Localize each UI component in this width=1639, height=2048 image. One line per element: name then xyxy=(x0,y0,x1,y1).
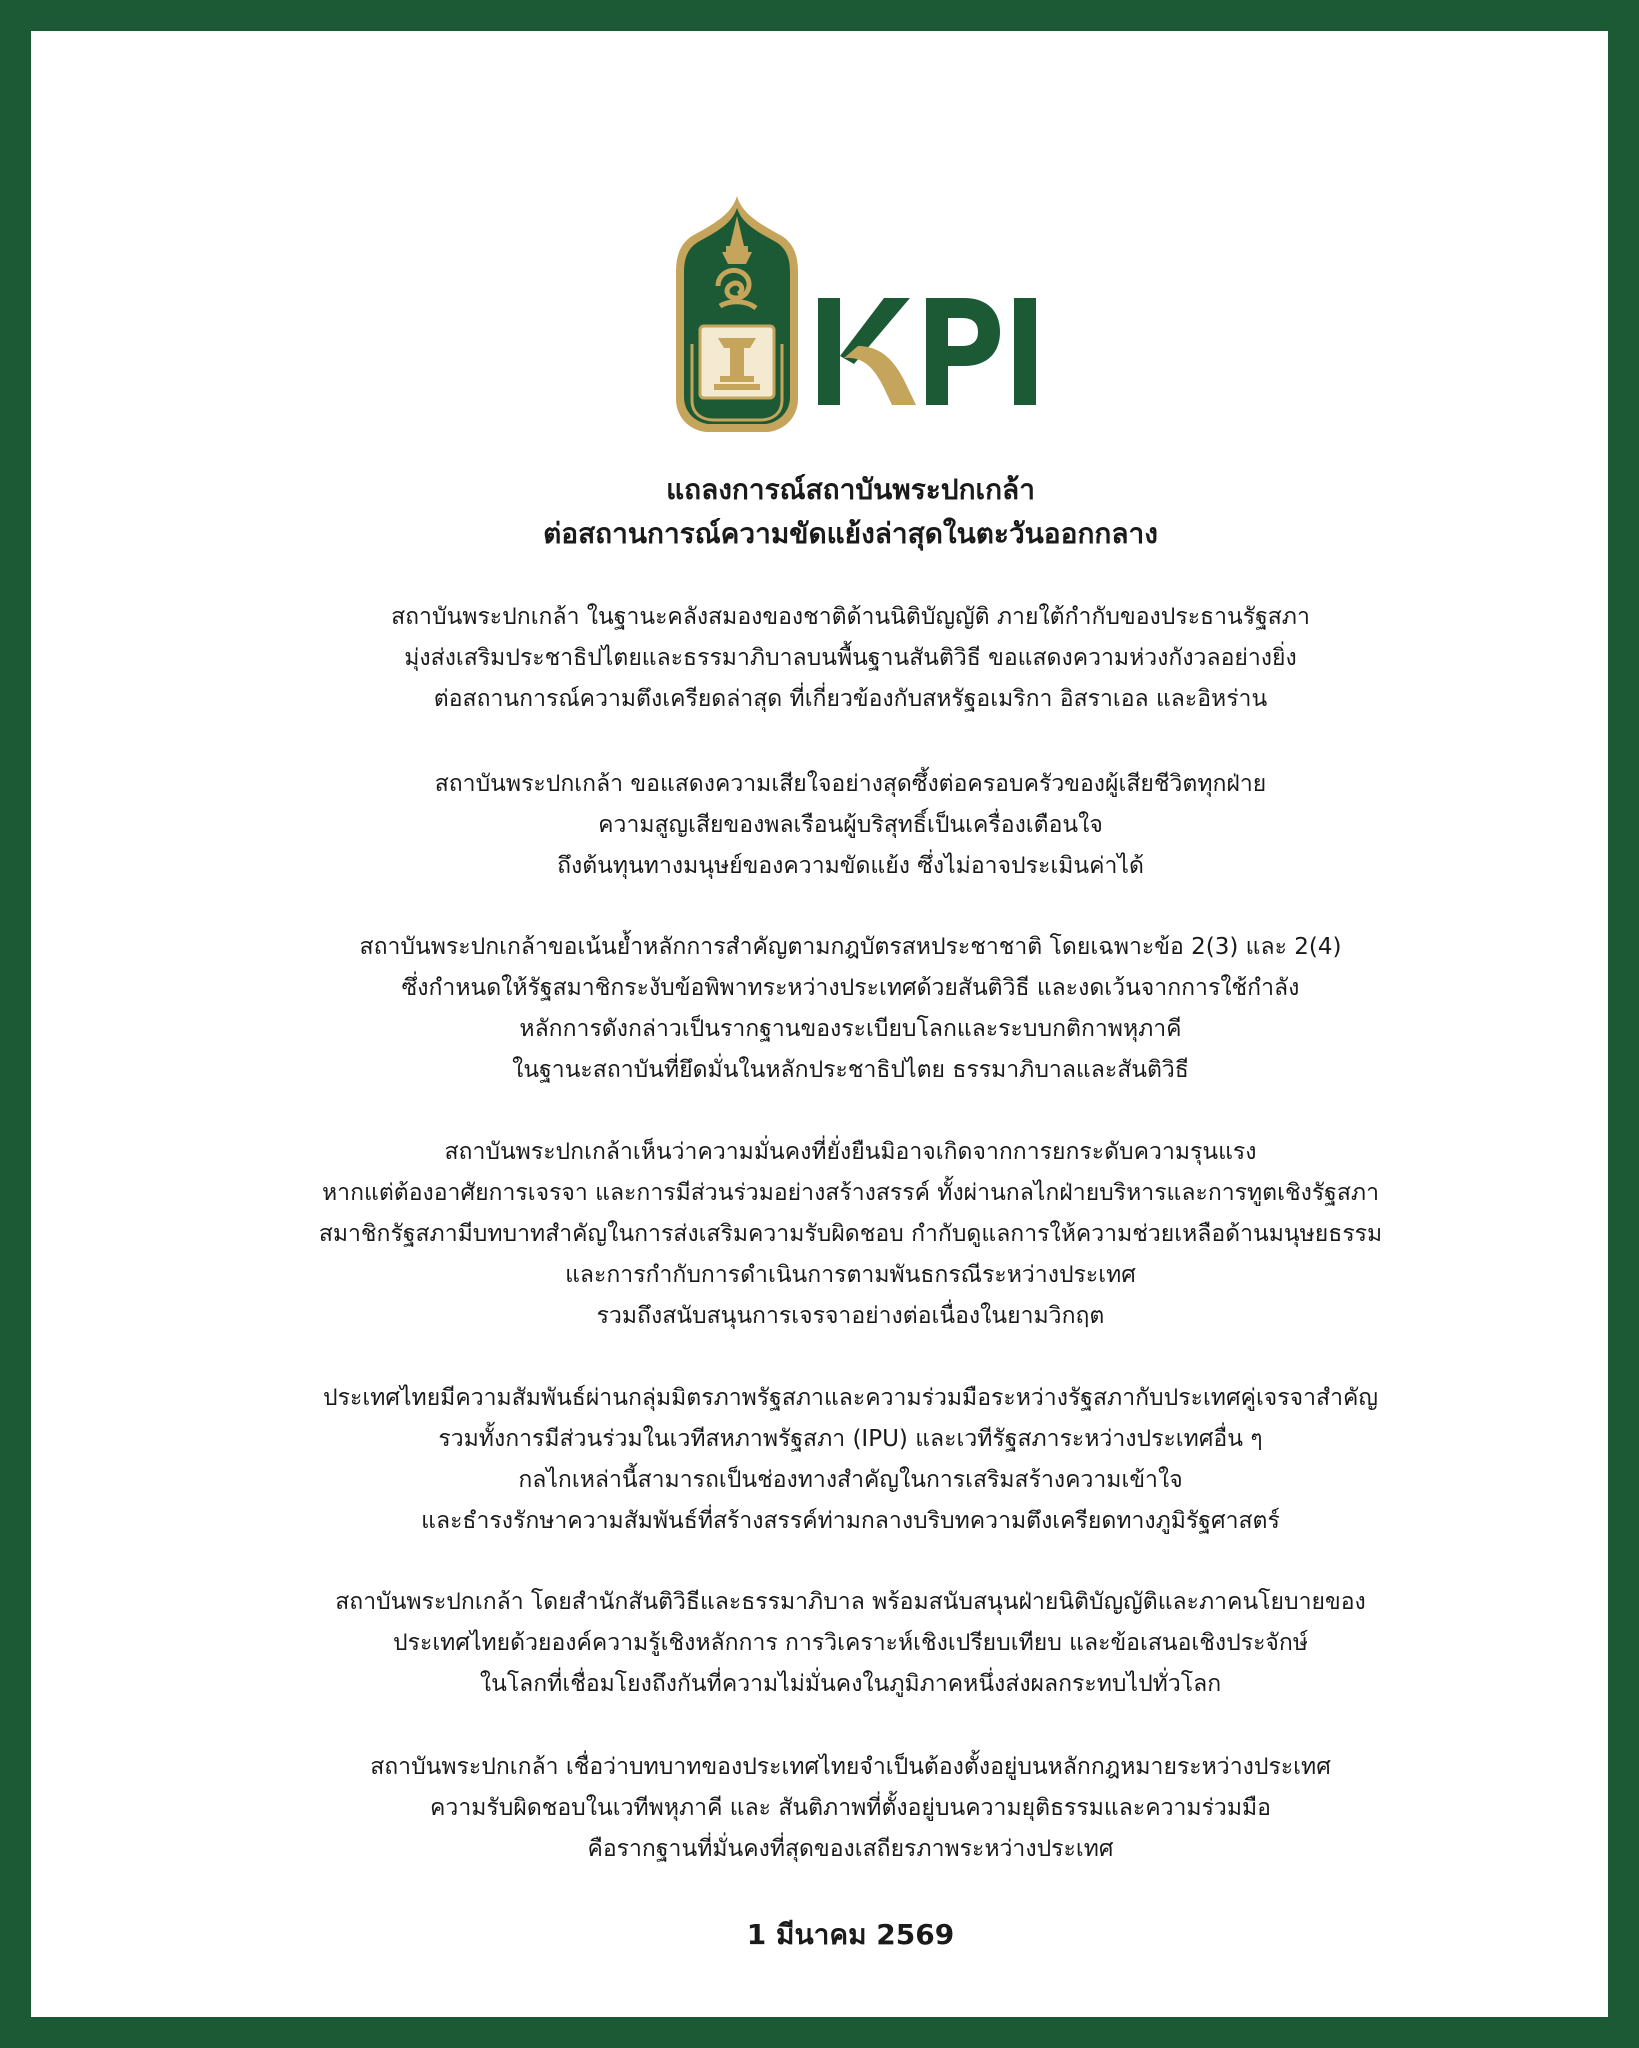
paragraph-line: ประเทศไทยด้วยองค์ความรู้เชิงหลักการ การวิเคราะห์เชิงเปรียบเทียบ และข้อเสนอเชิงประจักษ์ xyxy=(393,1630,1308,1656)
paragraph-line: กลไกเหล่านี้สามารถเป็นช่องทางสำคัญในการเสริมสร้างความเข้าใจ xyxy=(518,1467,1183,1493)
paragraph-line: สมาชิกรัฐสภามีบทบาทสำคัญในการส่งเสริมความรับผิดชอบ กำกับดูแลการให้ความช่วยเหลือด้านมนุษยธรรม xyxy=(318,1221,1383,1247)
paragraph-line: สถาบันพระปกเกล้า ในฐานะคลังสมองของชาติด้านนิติบัญญัติ ภายใต้กำกับของประธานรัฐสภา xyxy=(391,604,1310,630)
paragraph-line: มุ่งส่งเสริมประชาธิปไตยและธรรมาภิบาลบนพื้นฐานสันติวิธี ขอแสดงความห่วงกังวลอย่างยิ่ง xyxy=(404,645,1297,671)
paragraph-line: ความสูญเสียของพลเรือนผู้บริสุทธิ์เป็นเครื่องเตือนใจ xyxy=(598,812,1103,838)
kpi-wordmark xyxy=(814,294,1044,409)
paragraph-line: หากแต่ต้องอาศัยการเจรจา และการมีส่วนร่วมอย่างสร้างสรรค์ ทั้งผ่านกลไกฝ่ายบริหารและการทูตเชิงรัฐสภา xyxy=(322,1180,1379,1206)
paragraph-line: ต่อสถานการณ์ความตึงเครียดล่าสุด ที่เกี่ยวข้องกับสหรัฐอเมริกา อิสราเอล และอิหร่าน xyxy=(433,686,1268,712)
paragraph-line: ซึ่งกำหนดให้รัฐสมาชิกระงับข้อพิพาทระหว่างประเทศด้วยสันติวิธี และงดเว้นจากการใช้กำลัง xyxy=(401,975,1300,1001)
paragraph-2 xyxy=(91,764,1610,887)
paragraph-line: ในโลกที่เชื่อมโยงถึงกันที่ความไม่มั่นคงในภูมิภาคหนึ่งส่งผลกระทบไปทั่วโลก xyxy=(479,1671,1222,1697)
kpi-logo xyxy=(674,194,1044,434)
paragraph-line: ในฐานะสถาบันที่ยึดมั่นในหลักประชาธิปไตย ธรรมาภิบาลและสันติวิธี xyxy=(512,1057,1189,1083)
paragraph-line: รวมทั้งการมีส่วนร่วมในเวทีสหภาพรัฐสภา (IPU) และเวทีรัฐสภาระหว่างประเทศอื่น ๆ xyxy=(438,1426,1263,1452)
paragraph-line: และธำรงรักษาความสัมพันธ์ที่สร้างสรรค์ท่ามกลางบริบทความตึงเครียดทางภูมิรัฐศาสตร์ xyxy=(421,1508,1280,1534)
paragraph-3 xyxy=(91,927,1610,1091)
paragraph-line: ความรับผิดชอบในเวทีพหุภาคี และ สันติภาพที่ตั้งอยู่บนความยุติธรรมและความร่วมมือ xyxy=(430,1795,1271,1821)
paragraph-line: ประเทศไทยมีความสัมพันธ์ผ่านกลุ่มมิตรภาพรัฐสภาและความร่วมมือระหว่างรัฐสภากับประเทศคู่เจรจาสำคัญ xyxy=(323,1385,1378,1411)
paragraph-line: ถึงต้นทุนทางมนุษย์ของความขัดแย้ง ซึ่งไม่อาจประเมินค่าได้ xyxy=(557,853,1144,879)
paragraph-line: และการกำกับการดำเนินการตามพันธกรณีระหว่างประเทศ xyxy=(565,1262,1136,1288)
paragraph-6 xyxy=(91,1582,1610,1705)
paragraph-line: สถาบันพระปกเกล้าขอเน้นย้ำหลักการสำคัญตามกฎบัตรสหประชาชาติ โดยเฉพาะข้อ 2(3) และ 2(4) xyxy=(359,934,1342,960)
paragraph-line: สถาบันพระปกเกล้า เชื่อว่าบทบาทของประเทศไทยจำเป็นต้องตั้งอยู่บนหลักกฎหมายระหว่างประเทศ xyxy=(370,1754,1331,1780)
paragraph-1 xyxy=(91,597,1610,720)
statement-date: 1 มีนาคม 2569 xyxy=(746,1918,955,1951)
paragraph-line: หลักการดังกล่าวเป็นรากฐานของระเบียบโลกและระบบกติกาพหุภาคี xyxy=(519,1016,1182,1042)
page-title-line-2: ต่อสถานการณ์ความขัดแย้งล่าสุดในตะวันออกกลาง xyxy=(543,517,1158,550)
paragraph-7 xyxy=(91,1747,1610,1870)
paragraph-5 xyxy=(91,1378,1610,1542)
paragraph-line: คือรากฐานที่มั่นคงที่สุดของเสถียรภาพระหว่างประเทศ xyxy=(587,1836,1114,1862)
paragraph-line: สถาบันพระปกเกล้าเห็นว่าความมั่นคงที่ยั่งยืนมิอาจเกิดจากการยกระดับความรุนแรง xyxy=(444,1139,1257,1165)
paragraph-line: รวมถึงสนับสนุนการเจรจาอย่างต่อเนื่องในยามวิกฤต xyxy=(596,1303,1105,1329)
paragraph-line: สถาบันพระปกเกล้า ขอแสดงความเสียใจอย่างสุดซึ้งต่อครอบครัวของผู้เสียชีวิตทุกฝ่าย xyxy=(434,771,1267,797)
kpi-emblem-icon xyxy=(674,194,800,434)
paragraph-line: สถาบันพระปกเกล้า โดยสำนักสันติวิธีและธรรมาภิบาล พร้อมสนับสนุนฝ่ายนิติบัญญัติและภาคนโยบายของ xyxy=(335,1589,1366,1615)
paragraph-4 xyxy=(91,1132,1610,1337)
page-title-line-1: แถลงการณ์สถาบันพระปกเกล้า xyxy=(666,473,1035,506)
